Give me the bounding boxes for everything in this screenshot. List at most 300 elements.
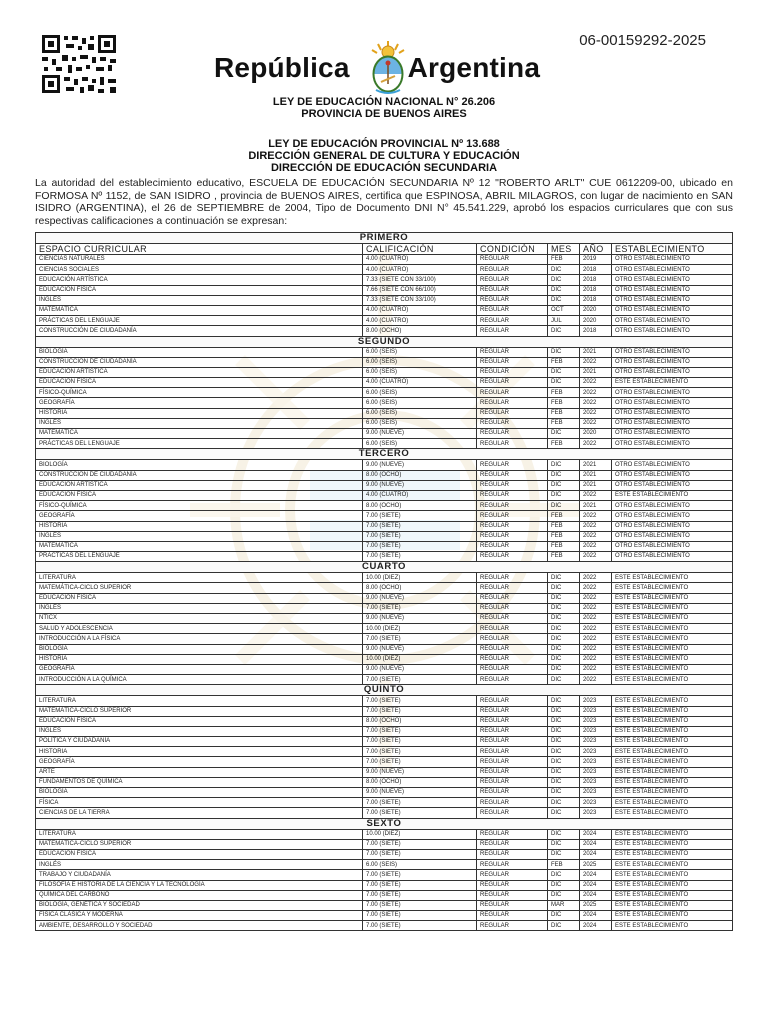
year-cell: 2022	[580, 511, 612, 521]
grade-cell: 7.66 (SIETE CON 66/100)	[363, 285, 477, 295]
table-row	[36, 275, 733, 285]
table-row	[36, 808, 733, 818]
subject-cell: BIOLOGÍA	[36, 788, 363, 798]
grade-cell: 6.00 (SEIS)	[363, 439, 477, 449]
table-row	[36, 777, 733, 787]
month-cell: DIC	[548, 367, 580, 377]
subject-cell: CONSTRUCCIÓN DE CIUDADANÍA	[36, 326, 363, 336]
condition-cell: REGULAR	[477, 624, 548, 634]
condition-cell: REGULAR	[477, 480, 548, 490]
subject-cell: GEOGRAFÍA	[36, 398, 363, 408]
grade-cell: 9.00 (NUEVE)	[363, 593, 477, 603]
condition-cell: REGULAR	[477, 521, 548, 531]
year-cell: 2022	[580, 654, 612, 664]
year-cell: 2018	[580, 326, 612, 336]
grade-cell: 9.00 (NUEVE)	[363, 767, 477, 777]
year-cell: 2023	[580, 726, 612, 736]
subject-cell: LITERATURA	[36, 573, 363, 583]
grade-cell: 7.00 (SIETE)	[363, 726, 477, 736]
condition-cell: REGULAR	[477, 870, 548, 880]
grade-cell: 7.00 (SIETE)	[363, 839, 477, 849]
table-row	[36, 573, 733, 583]
table-row	[36, 921, 733, 931]
subject-cell: CONSTRUCCIÓN DE CIUDADANÍA	[36, 357, 363, 367]
table-row	[36, 870, 733, 880]
condition-cell: REGULAR	[477, 767, 548, 777]
grade-cell: 7.00 (SIETE)	[363, 900, 477, 910]
institution-cell: ESTE ESTABLECIMIENTO	[612, 573, 733, 583]
table-row	[36, 880, 733, 890]
condition-cell: REGULAR	[477, 634, 548, 644]
condition-cell: REGULAR	[477, 921, 548, 931]
grade-cell: 7.00 (SIETE)	[363, 511, 477, 521]
table-row	[36, 583, 733, 593]
month-cell: DIC	[548, 664, 580, 674]
grade-cell: 7.00 (SIETE)	[363, 737, 477, 747]
institution-cell: ESTE ESTABLECIMIENTO	[612, 378, 733, 388]
secondary-direction: DIRECCIÓN DE EDUCACIÓN SECUNDARIA	[270, 162, 498, 174]
country-word-1: República	[214, 52, 350, 83]
month-cell: DIC	[548, 460, 580, 470]
month-cell: DIC	[548, 429, 580, 439]
year-cell: 2021	[580, 367, 612, 377]
subject-cell: EDUCACIÓN FÍSICA	[36, 285, 363, 295]
grade-cell: 8.00 (OCHO)	[363, 777, 477, 787]
coat-of-arms-icon	[364, 40, 412, 96]
month-cell: DIC	[548, 265, 580, 275]
institution-cell: ESTE ESTABLECIMIENTO	[612, 890, 733, 900]
grade-cell: 7.00 (SIETE)	[363, 747, 477, 757]
subject-cell: GEOGRAFÍA	[36, 511, 363, 521]
table-row	[36, 305, 733, 315]
grade-cell: 8.00 (OCHO)	[363, 326, 477, 336]
grade-cell: 10.00 (DIEZ)	[363, 829, 477, 839]
grade-cell: 7.00 (SIETE)	[363, 696, 477, 706]
condition-cell: REGULAR	[477, 900, 548, 910]
condition-cell: REGULAR	[477, 664, 548, 674]
month-cell: DIC	[548, 777, 580, 787]
institution-cell: OTRO ESTABLECIMIENTO	[612, 305, 733, 315]
national-law: LEY DE EDUCACIÓN NACIONAL N° 26.206	[272, 96, 496, 108]
year-cell: 2024	[580, 890, 612, 900]
subject-cell: HISTORIA	[36, 747, 363, 757]
condition-cell: REGULAR	[477, 552, 548, 562]
month-cell: DIC	[548, 603, 580, 613]
table-row	[36, 634, 733, 644]
institution-cell: ESTE ESTABLECIMIENTO	[612, 900, 733, 910]
month-cell: FEB	[548, 521, 580, 531]
table-row	[36, 603, 733, 613]
condition-cell: REGULAR	[477, 747, 548, 757]
year-cell: 2023	[580, 757, 612, 767]
year-cell: 2022	[580, 583, 612, 593]
year-cell: 2022	[580, 675, 612, 685]
grade-cell: 7.00 (SIETE)	[363, 921, 477, 931]
month-cell: DIC	[548, 490, 580, 500]
grade-cell: 6.00 (SEIS)	[363, 398, 477, 408]
table-row	[36, 295, 733, 305]
table-row	[36, 747, 733, 757]
year-cell: 2024	[580, 829, 612, 839]
condition-cell: REGULAR	[477, 378, 548, 388]
table-row	[36, 624, 733, 634]
condition-cell: REGULAR	[477, 541, 548, 551]
institution-cell: OTRO ESTABLECIMIENTO	[612, 511, 733, 521]
subject-cell: NTICX	[36, 614, 363, 624]
institution-cell: OTRO ESTABLECIMIENTO	[612, 521, 733, 531]
grade-cell: 6.00 (SEIS)	[363, 347, 477, 357]
institution-cell: OTRO ESTABLECIMIENTO	[612, 295, 733, 305]
subject-cell: INTRODUCCIÓN A LA FÍSICA	[36, 634, 363, 644]
year-cell: 2022	[580, 644, 612, 654]
grade-cell: 9.00 (NUEVE)	[363, 480, 477, 490]
month-cell: DIC	[548, 890, 580, 900]
month-cell: DIC	[548, 849, 580, 859]
year-cell: 2022	[580, 378, 612, 388]
grade-cell: 7.00 (SIETE)	[363, 531, 477, 541]
month-cell: FEB	[548, 418, 580, 428]
subject-cell: MATEMÁTICA-CICLO SUPERIOR	[36, 839, 363, 849]
institution-cell: ESTE ESTABLECIMIENTO	[612, 860, 733, 870]
year-cell: 2023	[580, 737, 612, 747]
table-row	[36, 265, 733, 275]
grade-cell: 9.00 (NUEVE)	[363, 460, 477, 470]
table-row	[36, 511, 733, 521]
month-cell: DIC	[548, 480, 580, 490]
institution-cell: ESTE ESTABLECIMIENTO	[612, 675, 733, 685]
table-row	[36, 726, 733, 736]
table-row	[36, 767, 733, 777]
subject-cell: INTRODUCCIÓN A LA QUÍMICA	[36, 675, 363, 685]
grades-table	[35, 232, 733, 931]
institution-cell: ESTE ESTABLECIMIENTO	[612, 808, 733, 818]
year-cell: 2023	[580, 716, 612, 726]
grade-cell: 4.00 (CUATRO)	[363, 255, 477, 265]
month-cell: DIC	[548, 706, 580, 716]
condition-cell: REGULAR	[477, 275, 548, 285]
year-cell: 2024	[580, 839, 612, 849]
grade-cell: 7.00 (SIETE)	[363, 870, 477, 880]
month-cell: DIC	[548, 634, 580, 644]
grade-cell: 7.00 (SIETE)	[363, 911, 477, 921]
condition-cell: REGULAR	[477, 305, 548, 315]
subject-cell: EDUCACIÓN ARTÍSTICA	[36, 480, 363, 490]
subject-cell: INGLÉS	[36, 860, 363, 870]
table-row	[36, 429, 733, 439]
year-cell: 2020	[580, 316, 612, 326]
table-row	[36, 480, 733, 490]
subject-cell: CIENCIAS SOCIALES	[36, 265, 363, 275]
subject-cell: QUÍMICA DEL CARBONO	[36, 890, 363, 900]
month-cell: FEB	[548, 552, 580, 562]
condition-cell: REGULAR	[477, 777, 548, 787]
condition-cell: REGULAR	[477, 531, 548, 541]
condition-cell: REGULAR	[477, 583, 548, 593]
subject-cell: BIOLOGÍA, GENÉTICA Y SOCIEDAD	[36, 900, 363, 910]
month-cell: DIC	[548, 911, 580, 921]
subject-cell: ARTE	[36, 767, 363, 777]
month-cell: DIC	[548, 870, 580, 880]
institution-cell: ESTE ESTABLECIMIENTO	[612, 798, 733, 808]
condition-cell: REGULAR	[477, 675, 548, 685]
month-cell: DIC	[548, 275, 580, 285]
subject-cell: GEOGRAFÍA	[36, 664, 363, 674]
grade-cell: 8.00 (OCHO)	[363, 716, 477, 726]
subject-cell: BIOLOGÍA	[36, 644, 363, 654]
grade-cell: 8.00 (OCHO)	[363, 501, 477, 511]
table-row	[36, 418, 733, 428]
month-cell: FEB	[548, 511, 580, 521]
condition-cell: REGULAR	[477, 593, 548, 603]
institution-cell: ESTE ESTABLECIMIENTO	[612, 911, 733, 921]
year-cell: 2024	[580, 911, 612, 921]
condition-cell: REGULAR	[477, 808, 548, 818]
month-cell: DIC	[548, 583, 580, 593]
provincial-law: LEY DE EDUCACIÓN PROVINCIAL Nº 13.688	[268, 138, 500, 150]
column-header: CONDICIÓN	[477, 244, 548, 255]
month-cell: DIC	[548, 470, 580, 480]
grades-table-body	[36, 233, 733, 931]
grade-cell: 4.00 (CUATRO)	[363, 305, 477, 315]
month-cell: DIC	[548, 614, 580, 624]
year-cell: 2021	[580, 480, 612, 490]
year-cell: 2022	[580, 531, 612, 541]
year-cell: 2018	[580, 275, 612, 285]
month-cell: FEB	[548, 541, 580, 551]
condition-cell: REGULAR	[477, 439, 548, 449]
table-row	[36, 552, 733, 562]
condition-cell: REGULAR	[477, 757, 548, 767]
year-title: CUARTO	[36, 562, 733, 573]
subject-cell: EDUCACIÓN FÍSICA	[36, 716, 363, 726]
grade-cell: 6.00 (SEIS)	[363, 860, 477, 870]
condition-cell: REGULAR	[477, 316, 548, 326]
subject-cell: EDUCACIÓN FÍSICA	[36, 490, 363, 500]
general-direction: DIRECCIÓN GENERAL DE CULTURA Y EDUCACIÓN	[248, 150, 520, 162]
condition-cell: REGULAR	[477, 726, 548, 736]
column-header: ESPACIO CURRICULAR	[36, 244, 363, 255]
year-title: SEXTO	[36, 818, 733, 829]
year-cell: 2023	[580, 777, 612, 787]
grade-cell: 7.33 (SIETE CON 33/100)	[363, 275, 477, 285]
subject-cell: FILOSOFÍA E HISTORIA DE LA CIENCIA Y LA TECNOLOGÍA	[36, 880, 363, 890]
subject-cell: LITERATURA	[36, 696, 363, 706]
subject-cell: PRÁCTICAS DEL LENGUAJE	[36, 552, 363, 562]
grade-cell: 6.00 (SEIS)	[363, 388, 477, 398]
year-cell: 2022	[580, 418, 612, 428]
year-cell: 2023	[580, 767, 612, 777]
subject-cell: INGLÉS	[36, 726, 363, 736]
month-cell: OCT	[548, 305, 580, 315]
table-row	[36, 654, 733, 664]
document-number: 06-00159292-2025	[579, 32, 706, 49]
table-row	[36, 316, 733, 326]
condition-cell: REGULAR	[477, 265, 548, 275]
country-word-2: Argentina	[407, 52, 541, 83]
year-header-row	[36, 562, 733, 573]
grade-cell: 7.00 (SIETE)	[363, 798, 477, 808]
institution-cell: ESTE ESTABLECIMIENTO	[612, 870, 733, 880]
institution-cell: ESTE ESTABLECIMIENTO	[612, 737, 733, 747]
province: PROVINCIA DE BUENOS AIRES	[301, 108, 467, 120]
month-cell: FEB	[548, 860, 580, 870]
year-cell: 2023	[580, 808, 612, 818]
subject-cell: INGLÉS	[36, 295, 363, 305]
condition-cell: REGULAR	[477, 347, 548, 357]
month-cell: DIC	[548, 295, 580, 305]
year-cell: 2022	[580, 541, 612, 551]
grade-cell: 9.00 (NUEVE)	[363, 644, 477, 654]
subject-cell: GEOGRAFÍA	[36, 757, 363, 767]
table-row	[36, 521, 733, 531]
table-row	[36, 696, 733, 706]
institution-cell: OTRO ESTABLECIMIENTO	[612, 480, 733, 490]
institution-cell: OTRO ESTABLECIMIENTO	[612, 552, 733, 562]
year-cell: 2022	[580, 490, 612, 500]
grade-cell: 7.00 (SIETE)	[363, 880, 477, 890]
table-row	[36, 255, 733, 265]
subject-cell: FÍSICO-QUÍMICA	[36, 388, 363, 398]
year-cell: 2025	[580, 900, 612, 910]
qr-code-icon	[40, 33, 118, 95]
institution-cell: ESTE ESTABLECIMIENTO	[612, 644, 733, 654]
month-cell: FEB	[548, 531, 580, 541]
year-cell: 2020	[580, 305, 612, 315]
institution-cell: ESTE ESTABLECIMIENTO	[612, 747, 733, 757]
subject-cell: SALUD Y ADOLESCENCIA	[36, 624, 363, 634]
subject-cell: EDUCACIÓN FÍSICA	[36, 849, 363, 859]
year-title: TERCERO	[36, 449, 733, 460]
institution-cell: OTRO ESTABLECIMIENTO	[612, 470, 733, 480]
condition-cell: REGULAR	[477, 470, 548, 480]
condition-cell: REGULAR	[477, 603, 548, 613]
institution-cell: OTRO ESTABLECIMIENTO	[612, 429, 733, 439]
grade-cell: 7.00 (SIETE)	[363, 675, 477, 685]
condition-cell: REGULAR	[477, 911, 548, 921]
subject-cell: HISTORIA	[36, 654, 363, 664]
grade-cell: 7.00 (SIETE)	[363, 541, 477, 551]
institution-cell: ESTE ESTABLECIMIENTO	[612, 777, 733, 787]
subject-cell: AMBIENTE, DESARROLLO Y SOCIEDAD	[36, 921, 363, 931]
month-cell: DIC	[548, 644, 580, 654]
year-cell: 2022	[580, 614, 612, 624]
subject-cell: MATEMÁTICA	[36, 305, 363, 315]
grade-cell: 7.00 (SIETE)	[363, 634, 477, 644]
subject-cell: BIOLOGÍA	[36, 347, 363, 357]
month-cell: DIC	[548, 378, 580, 388]
table-row	[36, 378, 733, 388]
grade-cell: 7.00 (SIETE)	[363, 706, 477, 716]
table-row	[36, 900, 733, 910]
institution-cell: OTRO ESTABLECIMIENTO	[612, 388, 733, 398]
grade-cell: 9.00 (NUEVE)	[363, 429, 477, 439]
subject-cell: EDUCACIÓN ARTÍSTICA	[36, 275, 363, 285]
year-title: SEGUNDO	[36, 336, 733, 347]
grade-cell: 4.00 (CUATRO)	[363, 490, 477, 500]
year-cell: 2022	[580, 408, 612, 418]
year-header-row	[36, 449, 733, 460]
institution-cell: ESTE ESTABLECIMIENTO	[612, 880, 733, 890]
table-row	[36, 706, 733, 716]
institution-cell: OTRO ESTABLECIMIENTO	[612, 265, 733, 275]
grade-cell: 9.00 (NUEVE)	[363, 614, 477, 624]
condition-cell: REGULAR	[477, 285, 548, 295]
month-cell: DIC	[548, 839, 580, 849]
institution-cell: ESTE ESTABLECIMIENTO	[612, 716, 733, 726]
month-cell: DIC	[548, 624, 580, 634]
year-cell: 2023	[580, 747, 612, 757]
institution-cell: OTRO ESTABLECIMIENTO	[612, 357, 733, 367]
table-row	[36, 716, 733, 726]
condition-cell: REGULAR	[477, 490, 548, 500]
year-cell: 2019	[580, 255, 612, 265]
institution-cell: OTRO ESTABLECIMIENTO	[612, 408, 733, 418]
condition-cell: REGULAR	[477, 367, 548, 377]
institution-cell: OTRO ESTABLECIMIENTO	[612, 275, 733, 285]
subject-cell: EDUCACIÓN FÍSICA	[36, 593, 363, 603]
condition-cell: REGULAR	[477, 511, 548, 521]
year-header-row	[36, 233, 733, 244]
institution-cell: ESTE ESTABLECIMIENTO	[612, 664, 733, 674]
institution-cell: ESTE ESTABLECIMIENTO	[612, 829, 733, 839]
subject-cell: HISTORIA	[36, 521, 363, 531]
month-cell: DIC	[548, 726, 580, 736]
month-cell: DIC	[548, 285, 580, 295]
subject-cell: CIENCIAS DE LA TIERRA	[36, 808, 363, 818]
institution-cell: ESTE ESTABLECIMIENTO	[612, 767, 733, 777]
month-cell: DIC	[548, 880, 580, 890]
month-cell: DIC	[548, 573, 580, 583]
grade-cell: 8.00 (OCHO)	[363, 583, 477, 593]
condition-cell: REGULAR	[477, 388, 548, 398]
subject-cell: BIOLOGÍA	[36, 460, 363, 470]
institution-cell: ESTE ESTABLECIMIENTO	[612, 603, 733, 613]
month-cell: DIC	[548, 675, 580, 685]
institution-cell: OTRO ESTABLECIMIENTO	[612, 285, 733, 295]
year-cell: 2021	[580, 501, 612, 511]
institution-cell: ESTE ESTABLECIMIENTO	[612, 593, 733, 603]
year-cell: 2018	[580, 295, 612, 305]
table-row	[36, 326, 733, 336]
grade-cell: 4.00 (CUATRO)	[363, 378, 477, 388]
condition-cell: REGULAR	[477, 798, 548, 808]
condition-cell: REGULAR	[477, 880, 548, 890]
grade-cell: 9.00 (NUEVE)	[363, 788, 477, 798]
column-header-row	[36, 244, 733, 255]
subject-cell: TRABAJO Y CIUDADANÍA	[36, 870, 363, 880]
month-cell: DIC	[548, 501, 580, 511]
grade-cell: 10.00 (DIEZ)	[363, 654, 477, 664]
month-cell: DIC	[548, 798, 580, 808]
column-header: CALIFICACIÓN	[363, 244, 477, 255]
subject-cell: EDUCACIÓN FÍSICA	[36, 378, 363, 388]
month-cell: DIC	[548, 757, 580, 767]
table-row	[36, 849, 733, 859]
grade-cell: 10.00 (DIEZ)	[363, 573, 477, 583]
year-cell: 2022	[580, 624, 612, 634]
year-cell: 2024	[580, 870, 612, 880]
table-row	[36, 408, 733, 418]
year-cell: 2024	[580, 921, 612, 931]
condition-cell: REGULAR	[477, 644, 548, 654]
condition-cell: REGULAR	[477, 696, 548, 706]
subject-cell: PRÁCTICAS DEL LENGUAJE	[36, 439, 363, 449]
table-row	[36, 347, 733, 357]
year-cell: 2022	[580, 357, 612, 367]
table-row	[36, 829, 733, 839]
table-row	[36, 490, 733, 500]
subject-cell: CONSTRUCCIÓN DE CIUDADANÍA	[36, 470, 363, 480]
